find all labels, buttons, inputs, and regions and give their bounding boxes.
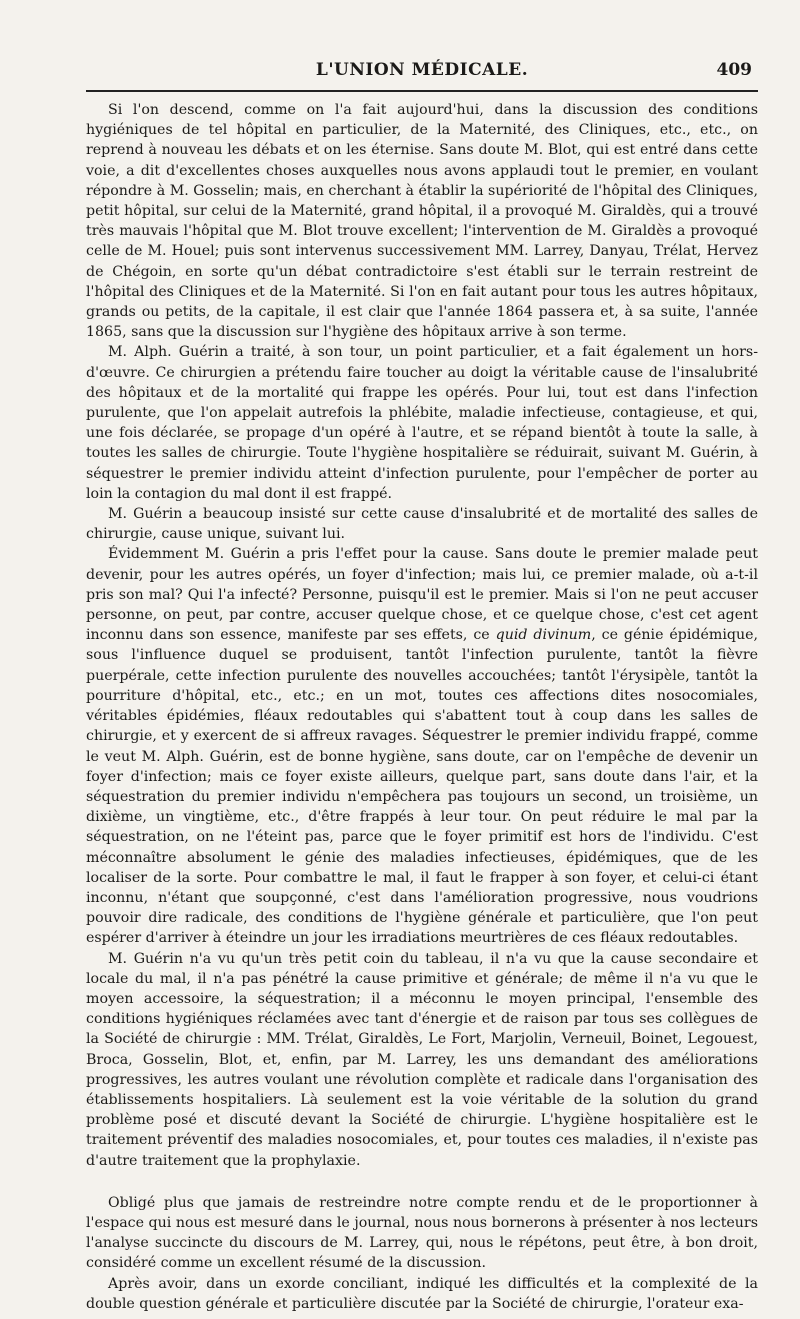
header-rule [86, 90, 758, 92]
article-body [86, 100, 758, 1314]
running-title: L'UNION MÉDICALE. [315, 60, 529, 80]
page-number: 409 [716, 60, 752, 80]
italic-phrase: quid divinum [495, 627, 592, 644]
paragraph: M. Alph. Guérin a traité, à son tour, un point particulier, et a fait également un hors-d'œuvre. Ce chirurgien a prétendu faire toucher au doigt la véritable cause de l'insalubrité des hôpitaux et de la mortalité qui frappe les opérés. Pour lui, tout est dans l'infection purulente, que l'on appelait autrefois la phlébite, maladie infectieuse, contagieuse, et qui, une fois déclarée, se propage d'un opéré à l'autre, et se répand bientôt à toute la salle, à toutes les salles de chirurgie. Toute l'hygiène hospitalière se réduirait, suivant M. Guérin, à séquestrer le premier individu atteint d'infection purulente, pour l'empêcher de porter au loin la contagion du mal dont il est frappé. [86, 344, 758, 502]
paragraph: Évidemment M. Guérin a pris l'effet pour la cause. Sans doute le premier malade peut devenir, pour les autres opérés, un foyer d'infection; mais lui, ce premier malade, où a-t-il pris son mal? Qui l'a infecté? Personne, puisqu'il est le premier. Mais si l'on ne peut accuser personne, on peut, par contre, accuser quelque chose, et ce quelque chose, c'est cet agent inconnu dans son essence, manifeste par ses effets, ce quid divinum, ce génie épidémique, sous l'influence duquel se produisent, tantôt l'infection purulente, tantôt la fièvre puerpérale, cette infection purulente des nouvelles accouchées; tantôt l'érysipèle, tantôt la pourriture d'hôpital, etc., etc.; en un mot, toutes ces affections dites nosocomiales, véritables épidémies, fléaux redoutables qui s'abattent tout à coup dans les salles de chirurgie, et y exercent de si affreux ravages. Séquestrer le premier individu frappé, comme le veut M. Alph. Guérin, est de bonne hygiène, sans doute, car on l'empêche de devenir un foyer d'infection; mais ce foyer existe ailleurs, quelque part, sans doute dans l'air, et la séquestration du premier individu n'empêchera pas toujours un second, un troisième, un dixième, un vingtième, etc., d'être frappés à leur tour. On peut réduire le mal par la séquestration, on ne l'éteint pas, parce que le foyer primitif est hors de l'individu. C'est méconnaître absolument le génie des maladies infectieuses, épidémiques, que de les localiser de la sorte. Pour combattre le mal, il faut le frapper à son foyer, et celui-ci étant inconnu, n'étant que soupçonné, c'est dans l'amélioration progressive, nous voudrions pouvoir dire radicale, des conditions de l'hygiène générale et particulière, que l'on peut espérer d'arriver à éteindre un jour les irradiations meurtrières de ces fléaux redoutables. [86, 546, 758, 947]
page-header [86, 60, 758, 90]
paragraph: M. Guérin a beaucoup insisté sur cette cause d'insalubrité et de mortalité des salles de chirurgie, cause unique, suivant lui. [86, 506, 758, 543]
paragraph: Obligé plus que jamais de restreindre notre compte rendu et de le proportionner à l'espace qui nous est mesuré dans le journal, nous nous bornerons à présenter à nos lecteurs l'analyse succincte du discours de M. Larrey, qui, nous le répétons, peut être, à bon droit, considéré comme un excellent résumé de la discussion. [86, 1194, 758, 1272]
paragraph: M. Guérin n'a vu qu'un très petit coin du tableau, il n'a vu que la cause secondaire et locale du mal, il n'a pas pénétré la cause primitive et générale; de même il n'a vu que le moyen accessoire, la séquestration; il a méconnu le moyen principal, l'ensemble des conditions hygiéniques réclamées avec tant d'énergie et de raison par tous ses collègues de la Société de chirurgie : MM. Trélat, Giraldès, Le Fort, Marjolin, Verneuil, Boinet, Legouest, Broca, Gosselin, Blot, et, enfin, par M. Larrey, les uns demandant des améliorations progressives, les autres voulant une révolution complète et radicale dans l'organisation des établissements hospitaliers. Là seulement est la voie véritable de la solution du grand problème posé et discuté devant la Société de chirurgie. L'hygiène hospitalière est le traitement préventif des maladies nosocomiales, et, pour toutes ces maladies, il n'existe pas d'autre traitement que la prophylaxie. [86, 950, 758, 1169]
paragraph: Après avoir, dans un exorde conciliant, indiqué les difficultés et la complexité de la double question générale et particulière discutée par la Société de chirurgie, l'orateur exa- [86, 1275, 758, 1312]
paragraph: Si l'on descend, comme on l'a fait aujourd'hui, dans la discussion des conditions hygiéniques de tel hôpital en particulier, de la Maternité, des Cliniques, etc., etc., on reprend à nouveau les débats et on les éternise. Sans doute M. Blot, qui est entré dans cette voie, a dit d'excellentes choses auxquelles nous avons applaudi tout le premier, en voulant répondre à M. Gosselin; mais, en cherchant à établir la supériorité de l'hôpital des Cliniques, petit hôpital, sur celui de la Maternité, grand hôpital, il a provoqué M. Giraldès, qui a trouvé très mauvais l'hôpital que M. Blot trouve excellent; l'intervention de M. Giraldès a provoqué celle de M. Houel; puis sont intervenus successivement MM. Larrey, Danyau, Trélat, Hervez de Chégoin, en sorte qu'un débat contradictoire s'est établi sur le terrain restreint de l'hôpital des Cliniques et de la Maternité. Si l'on en fait autant pour tous les autres hôpitaux, grands ou petits, de la capitale, il est clair que l'année 1864 passera et, à sa suite, l'année 1865, sans que la discussion sur l'hygiène des hôpitaux arrive à son terme. [86, 102, 758, 341]
